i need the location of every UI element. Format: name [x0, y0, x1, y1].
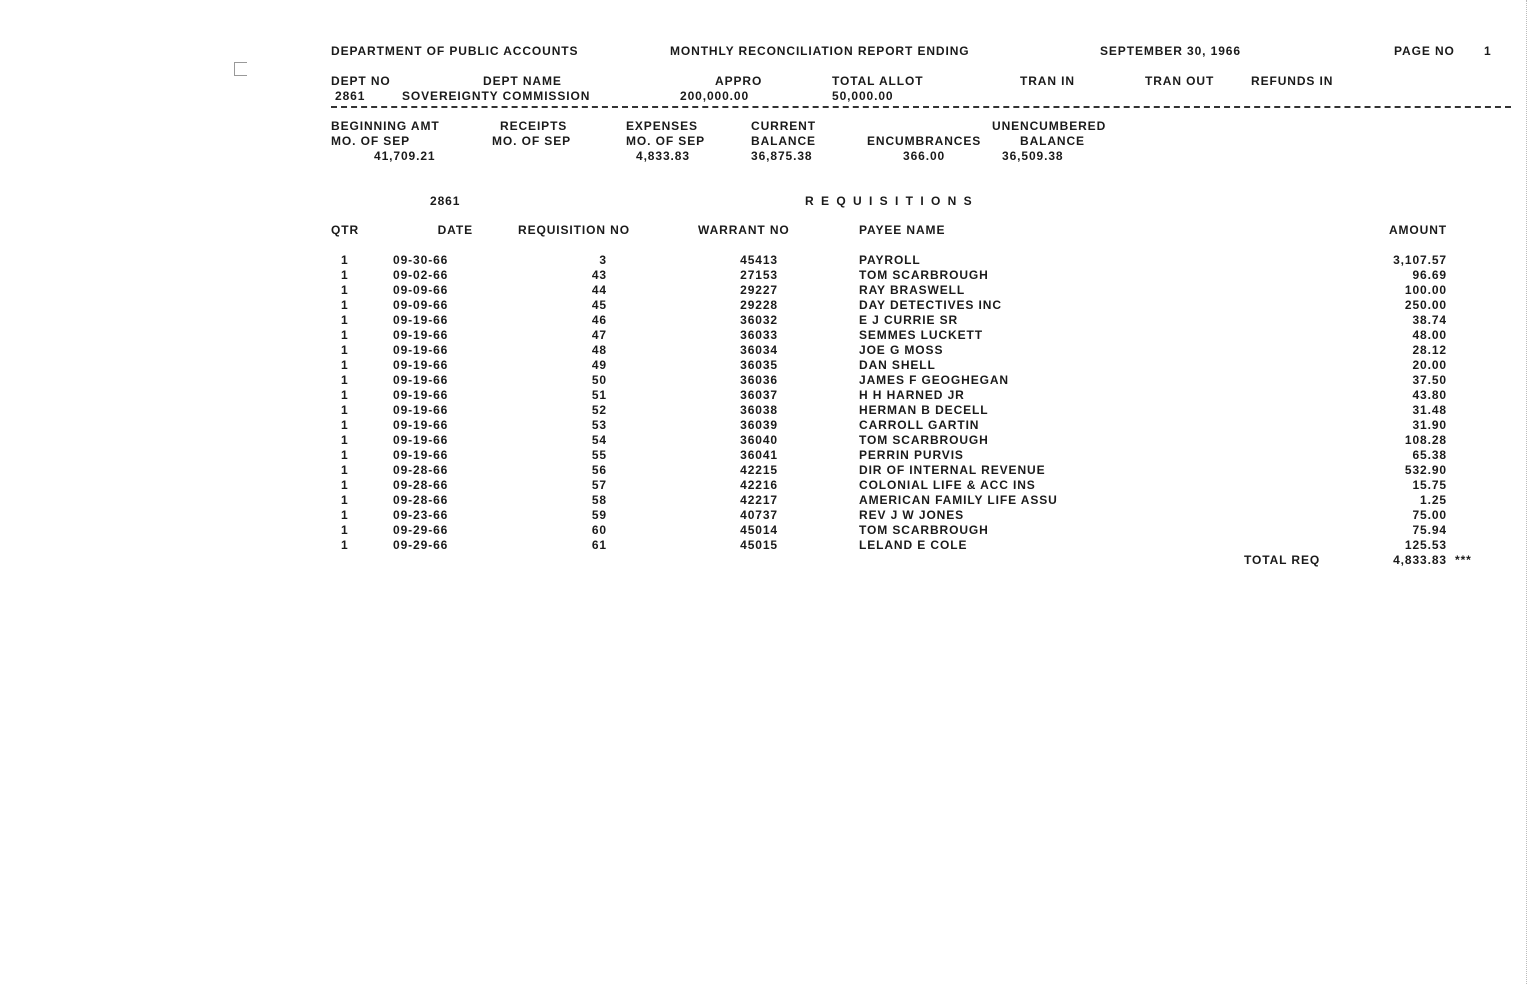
warrant-no-cell: 36038 [740, 403, 778, 417]
warrant-no-cell: 36039 [740, 418, 778, 432]
amount-cell: 48.00 [1412, 328, 1447, 342]
requisitions-dept-no: 2861 [430, 194, 461, 208]
requisition-no-cell: 55 [591, 448, 607, 462]
table-row [0, 314, 1530, 329]
amount-cell: 28.12 [1412, 343, 1447, 357]
table-row [0, 344, 1530, 359]
table-row [0, 479, 1530, 494]
table-row [0, 389, 1530, 404]
date-cell: 09-09-66 [393, 283, 449, 297]
qtr-cell: 1 [341, 463, 349, 477]
date-cell: 09-02-66 [393, 268, 449, 282]
warrant-no-cell: 36032 [740, 313, 778, 327]
label-total-allot: TOTAL ALLOT [832, 74, 924, 88]
label-receipts-mo: MO. OF SEP [492, 134, 572, 148]
requisition-no-cell: 54 [591, 433, 607, 447]
table-row [0, 434, 1530, 449]
qtr-cell: 1 [341, 388, 349, 402]
warrant-no-cell: 42215 [740, 463, 778, 477]
unencumbered-balance-value: 36,509.38 [1002, 149, 1064, 163]
payee-cell: JOE G MOSS [859, 343, 944, 357]
date-cell: 09-19-66 [393, 388, 449, 402]
payee-cell: DAY DETECTIVES INC [859, 298, 1002, 312]
amount-cell: 1.25 [1420, 493, 1447, 507]
page-label: PAGE NO [1394, 44, 1455, 58]
dept-name: SOVEREIGNTY COMMISSION [402, 89, 591, 103]
date-cell: 09-19-66 [393, 343, 449, 357]
payee-cell: CARROLL GARTIN [859, 418, 980, 432]
date-cell: 09-23-66 [393, 508, 449, 522]
qtr-cell: 1 [341, 403, 349, 417]
qtr-cell: 1 [341, 343, 349, 357]
date-cell: 09-29-66 [393, 538, 449, 552]
dept-no: 2861 [335, 89, 366, 103]
amount-cell: 20.00 [1412, 358, 1447, 372]
table-row [0, 329, 1530, 344]
date-cell: 09-19-66 [393, 433, 449, 447]
table-row [0, 464, 1530, 479]
warrant-no-cell: 36041 [740, 448, 778, 462]
label-tran-out: TRAN OUT [1145, 74, 1215, 88]
appro-value: 200,000.00 [680, 89, 750, 103]
col-payee: PAYEE NAME [859, 223, 946, 237]
requisition-no-cell: 58 [591, 493, 607, 507]
label-current: CURRENT [751, 119, 816, 133]
table-row [0, 284, 1530, 299]
col-warrant-no: WARRANT NO [698, 223, 790, 237]
date-cell: 09-09-66 [393, 298, 449, 312]
payee-cell: REV J W JONES [859, 508, 965, 522]
payee-cell: DIR OF INTERNAL REVENUE [859, 463, 1046, 477]
qtr-cell: 1 [341, 298, 349, 312]
amount-cell: 75.00 [1412, 508, 1447, 522]
warrant-no-cell: 36034 [740, 343, 778, 357]
payee-cell: RAY BRASWELL [859, 283, 966, 297]
table-row [0, 524, 1530, 539]
requisition-no-cell: 45 [591, 298, 607, 312]
payee-cell: TOM SCARBROUGH [859, 433, 989, 447]
qtr-cell: 1 [341, 478, 349, 492]
requisition-no-cell: 59 [591, 508, 607, 522]
date-cell: 09-29-66 [393, 523, 449, 537]
warrant-no-cell: 42217 [740, 493, 778, 507]
payee-cell: PAYROLL [859, 253, 921, 267]
date-cell: 09-19-66 [393, 358, 449, 372]
total-req-marker: *** [1455, 553, 1472, 567]
table-row [0, 404, 1530, 419]
warrant-no-cell: 36040 [740, 433, 778, 447]
amount-cell: 31.48 [1412, 403, 1447, 417]
total-allot-value: 50,000.00 [832, 89, 894, 103]
warrant-no-cell: 45413 [740, 253, 778, 267]
amount-cell: 3,107.57 [1393, 253, 1447, 267]
label-beginning-mo: MO. OF SEP [331, 134, 411, 148]
date-cell: 09-28-66 [393, 478, 449, 492]
qtr-cell: 1 [341, 313, 349, 327]
date-cell: 09-28-66 [393, 463, 449, 477]
requisition-no-cell: 44 [591, 283, 607, 297]
amount-cell: 125.53 [1404, 538, 1447, 552]
qtr-cell: 1 [341, 268, 349, 282]
qtr-cell: 1 [341, 283, 349, 297]
col-qtr: QTR [331, 223, 360, 237]
warrant-no-cell: 29227 [740, 283, 778, 297]
warrant-no-cell: 45015 [740, 538, 778, 552]
expenses-value: 4,833.83 [636, 149, 690, 163]
payee-cell: PERRIN PURVIS [859, 448, 964, 462]
date-cell: 09-30-66 [393, 253, 449, 267]
table-row [0, 374, 1530, 389]
label-expenses: EXPENSES [626, 119, 698, 133]
warrant-no-cell: 36035 [740, 358, 778, 372]
table-row [0, 449, 1530, 464]
warrant-no-cell: 42216 [740, 478, 778, 492]
warrant-no-cell: 27153 [740, 268, 778, 282]
amount-cell: 532.90 [1404, 463, 1447, 477]
label-unencumbered: UNENCUMBERED [992, 119, 1107, 133]
qtr-cell: 1 [341, 328, 349, 342]
requisition-no-cell: 47 [591, 328, 607, 342]
qtr-cell: 1 [341, 358, 349, 372]
requisition-no-cell: 3 [599, 253, 607, 267]
requisition-no-cell: 48 [591, 343, 607, 357]
amount-cell: 38.74 [1412, 313, 1447, 327]
col-date: DATE [437, 223, 473, 237]
label-dept-no: DEPT NO [331, 74, 391, 88]
warrant-no-cell: 36036 [740, 373, 778, 387]
warrant-no-cell: 45014 [740, 523, 778, 537]
qtr-cell: 1 [341, 493, 349, 507]
amount-cell: 15.75 [1412, 478, 1447, 492]
qtr-cell: 1 [341, 538, 349, 552]
requisition-no-cell: 56 [591, 463, 607, 477]
col-req-no: REQUISITION NO [518, 223, 630, 237]
date-cell: 09-19-66 [393, 403, 449, 417]
report-title: MONTHLY RECONCILIATION REPORT ENDING [670, 44, 970, 58]
payee-cell: HERMAN B DECELL [859, 403, 989, 417]
requisition-no-cell: 53 [591, 418, 607, 432]
label-beginning-amt: BEGINNING AMT [331, 119, 440, 133]
payee-cell: TOM SCARBROUGH [859, 523, 989, 537]
amount-cell: 31.90 [1412, 418, 1447, 432]
label-expenses-mo: MO. OF SEP [626, 134, 706, 148]
payee-cell: COLONIAL LIFE & ACC INS [859, 478, 1036, 492]
date-cell: 09-19-66 [393, 313, 449, 327]
current-balance-value: 36,875.38 [751, 149, 813, 163]
qtr-cell: 1 [341, 433, 349, 447]
date-cell: 09-28-66 [393, 493, 449, 507]
qtr-cell: 1 [341, 418, 349, 432]
payee-cell: H H HARNED JR [859, 388, 965, 402]
payee-cell: AMERICAN FAMILY LIFE ASSU [859, 493, 1058, 507]
payee-cell: TOM SCARBROUGH [859, 268, 989, 282]
amount-cell: 43.80 [1412, 388, 1447, 402]
beginning-amt-value: 41,709.21 [374, 149, 436, 163]
label-current-balance: BALANCE [751, 134, 816, 148]
requisition-no-cell: 49 [591, 358, 607, 372]
table-row [0, 254, 1530, 269]
amount-cell: 75.94 [1412, 523, 1447, 537]
table-row [0, 299, 1530, 314]
payee-cell: DAN SHELL [859, 358, 936, 372]
table-row [0, 359, 1530, 374]
warrant-no-cell: 36033 [740, 328, 778, 342]
label-refunds-in: REFUNDS IN [1251, 74, 1334, 88]
qtr-cell: 1 [341, 523, 349, 537]
table-row [0, 419, 1530, 434]
payee-cell: JAMES F GEOGHEGAN [859, 373, 1009, 387]
requisition-no-cell: 61 [591, 538, 607, 552]
amount-cell: 37.50 [1412, 373, 1447, 387]
label-dept-name: DEPT NAME [483, 74, 562, 88]
requisition-no-cell: 51 [591, 388, 607, 402]
department-name: DEPARTMENT OF PUBLIC ACCOUNTS [331, 44, 579, 58]
scan-margin-mark [234, 62, 247, 76]
qtr-cell: 1 [341, 373, 349, 387]
requisition-no-cell: 50 [591, 373, 607, 387]
requisition-no-cell: 57 [591, 478, 607, 492]
encumbrances-value: 366.00 [903, 149, 946, 163]
qtr-cell: 1 [341, 508, 349, 522]
payee-cell: LELAND E COLE [859, 538, 968, 552]
requisition-no-cell: 46 [591, 313, 607, 327]
warrant-no-cell: 36037 [740, 388, 778, 402]
requisition-no-cell: 60 [591, 523, 607, 537]
amount-cell: 100.00 [1404, 283, 1447, 297]
total-req-label: TOTAL REQ [1244, 553, 1321, 567]
requisition-no-cell: 43 [591, 268, 607, 282]
table-row [0, 539, 1530, 554]
table-row [0, 269, 1530, 284]
col-amount: AMOUNT [1388, 223, 1447, 237]
qtr-cell: 1 [341, 253, 349, 267]
label-unencumbered-balance: BALANCE [1020, 134, 1085, 148]
date-cell: 09-19-66 [393, 448, 449, 462]
table-row [0, 509, 1530, 524]
total-req-amount: 4,833.83 [1393, 553, 1447, 567]
label-encumbrances: ENCUMBRANCES [867, 134, 982, 148]
label-tran-in: TRAN IN [1020, 74, 1075, 88]
page-number: 1 [1484, 44, 1492, 58]
date-cell: 09-19-66 [393, 328, 449, 342]
amount-cell: 250.00 [1404, 298, 1447, 312]
requisition-no-cell: 52 [591, 403, 607, 417]
requisitions-title: R E Q U I S I T I O N S [805, 194, 974, 208]
payee-cell: E J CURRIE SR [859, 313, 959, 327]
payee-cell: SEMMES LUCKETT [859, 328, 983, 342]
amount-cell: 96.69 [1412, 268, 1447, 282]
amount-cell: 65.38 [1412, 448, 1447, 462]
table-row [0, 494, 1530, 509]
date-cell: 09-19-66 [393, 373, 449, 387]
amount-cell: 108.28 [1404, 433, 1447, 447]
label-appro: APPRO [715, 74, 763, 88]
warrant-no-cell: 40737 [740, 508, 778, 522]
label-receipts: RECEIPTS [500, 119, 568, 133]
warrant-no-cell: 29228 [740, 298, 778, 312]
qtr-cell: 1 [341, 448, 349, 462]
date-cell: 09-19-66 [393, 418, 449, 432]
dashed-divider [331, 106, 1511, 108]
report-date: SEPTEMBER 30, 1966 [1100, 44, 1241, 58]
